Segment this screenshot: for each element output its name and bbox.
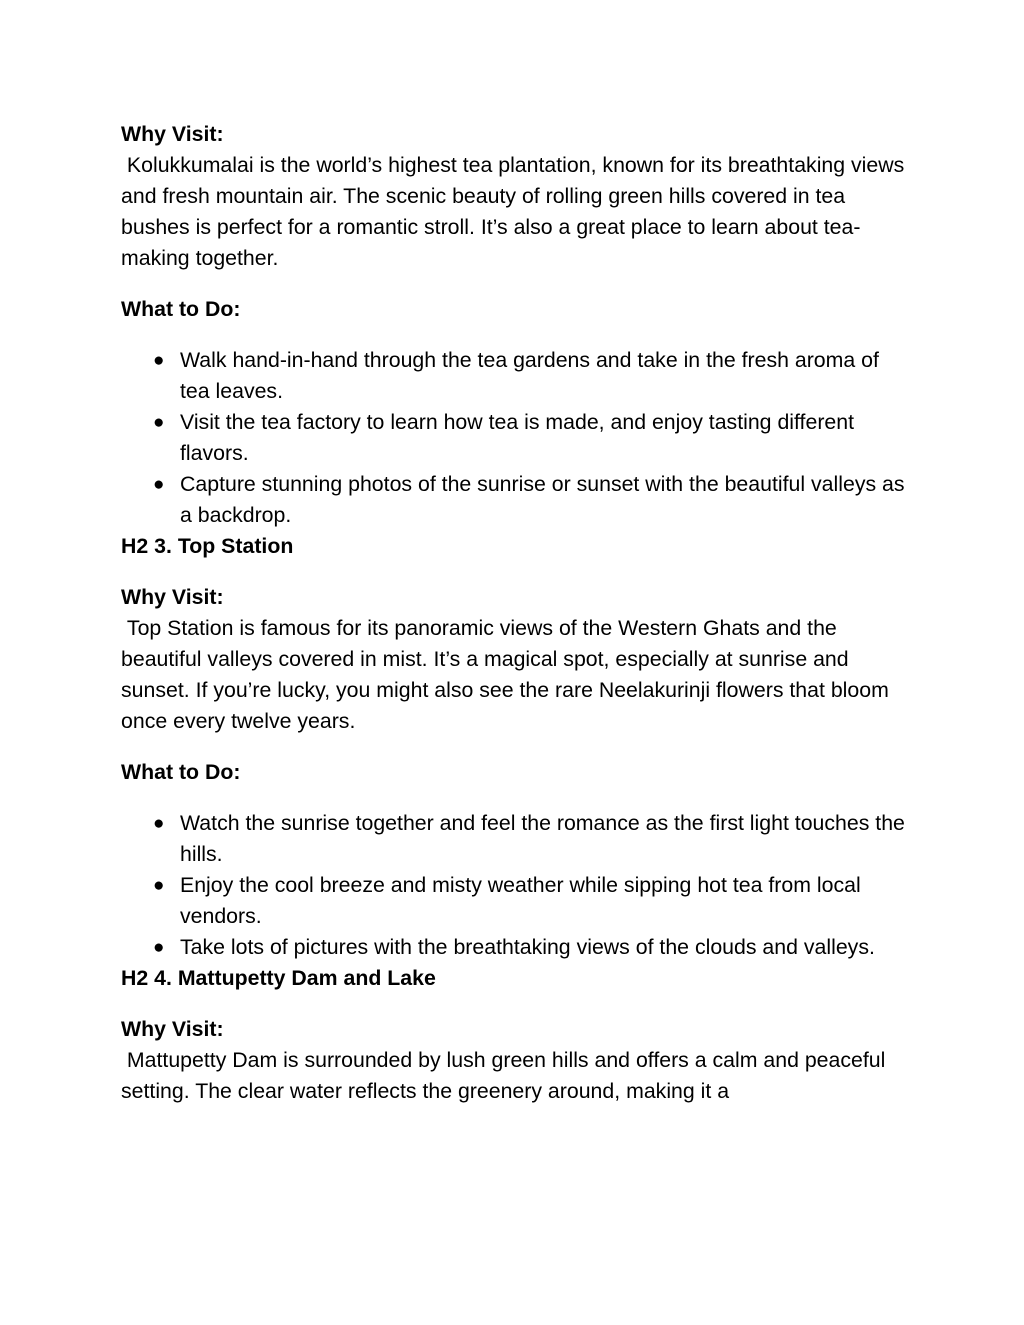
top-station-why-visit bbox=[121, 582, 911, 737]
list-item: ● Walk hand-in-hand through the tea gardens and take in the fresh aroma of tea leaves. bbox=[121, 345, 911, 407]
list-item: ● Enjoy the cool breeze and misty weather while sipping hot tea from local vendors. bbox=[121, 870, 911, 932]
top-station-activity-list bbox=[121, 808, 911, 963]
top-station-what-to-do bbox=[121, 757, 911, 788]
why-visit-label: Why Visit: bbox=[121, 585, 224, 609]
heading-mattupetty-dam: H2 4. Mattupetty Dam and Lake bbox=[121, 966, 436, 990]
why-visit-label: Why Visit: bbox=[121, 1017, 224, 1041]
bullet-icon: ● bbox=[153, 937, 165, 958]
list-item: ● Watch the sunrise together and feel the romance as the first light touches the hills. bbox=[121, 808, 911, 870]
kolukkumalai-what-to-do bbox=[121, 294, 911, 325]
what-to-do-label: What to Do: bbox=[121, 297, 241, 321]
bullet-icon: ● bbox=[153, 350, 165, 371]
bullet-icon: ● bbox=[153, 875, 165, 896]
list-item: ● Visit the tea factory to learn how tea is made, and enjoy tasting different flavors. bbox=[121, 407, 911, 469]
bullet-icon: ● bbox=[153, 813, 165, 834]
why-visit-paragraph: Top Station is famous for its panoramic views of the Western Ghats and the beautiful valleys covered in mist. It’s a magical spot, especially at sunrise and sunset. If you’re lucky, you might also see the rare Neelakurinji flowers that bloom once every twelve years. bbox=[121, 616, 895, 733]
kolukkumalai-why-visit bbox=[121, 119, 911, 274]
heading-top-station: H2 3. Top Station bbox=[121, 534, 294, 558]
list-item: ● Take lots of pictures with the breathtaking views of the clouds and valleys. bbox=[121, 932, 911, 963]
why-visit-label: Why Visit: bbox=[121, 122, 224, 146]
why-visit-paragraph: Kolukkumalai is the world’s highest tea plantation, known for its breathtaking views and fresh mountain air. The scenic beauty of rolling green hills covered in tea bushes is perfect for a romantic stroll. It’s also a great place to learn about tea-making together. bbox=[121, 153, 911, 270]
why-visit-paragraph: Mattupetty Dam is surrounded by lush green hills and offers a calm and peaceful setting. The clear water reflects the greenery around, making it a bbox=[121, 1048, 892, 1103]
mattupetty-why-visit bbox=[121, 1014, 911, 1107]
kolukkumalai-activity-list bbox=[121, 345, 911, 531]
what-to-do-label: What to Do: bbox=[121, 760, 241, 784]
document-page bbox=[121, 119, 911, 1107]
list-item: ● Capture stunning photos of the sunrise or sunset with the beautiful valleys as a backdrop. bbox=[121, 469, 911, 531]
bullet-icon: ● bbox=[153, 474, 165, 495]
bullet-icon: ● bbox=[153, 412, 165, 433]
